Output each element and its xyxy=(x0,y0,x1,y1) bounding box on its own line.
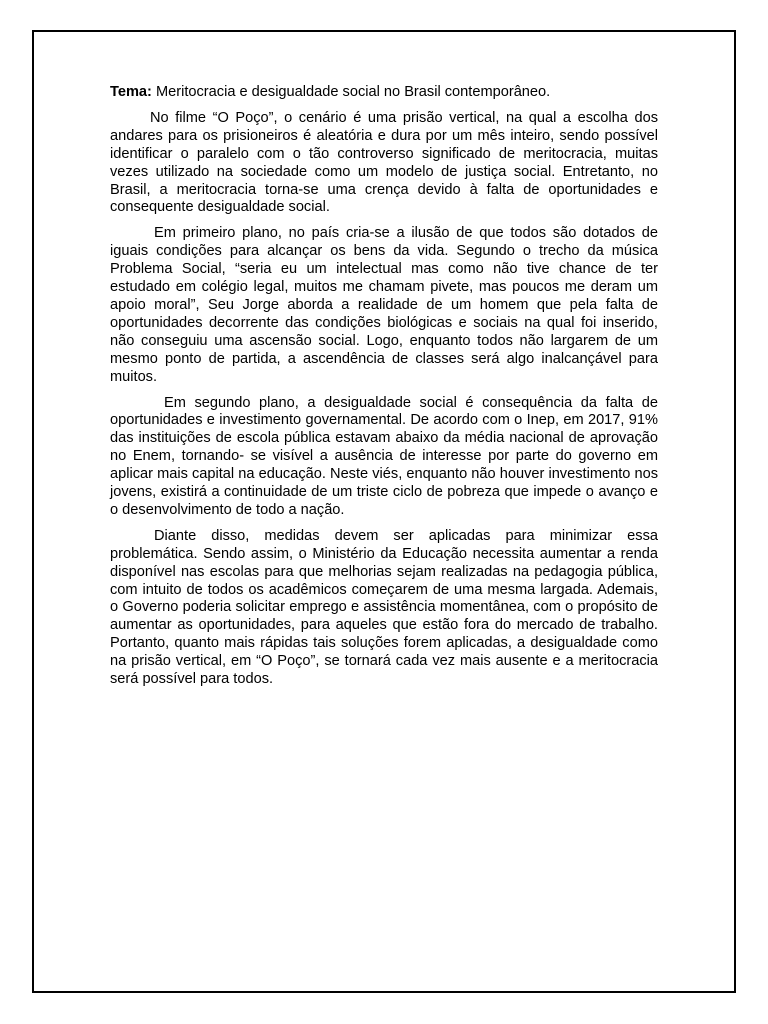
title-label: Tema: xyxy=(110,84,152,100)
paragraph-conclusion: Diante disso, medidas devem ser aplicadas para minimizar essa problemática. Sendo assim, o Ministério da Educação necessita aumentar a renda disponível nas escolas para que melhorias sejam realizadas na pedagogia pública, com intuito de todos os acadêmicos começarem de uma mesma largada. Ademais, o Governo poderia solicitar emprego e assistência momentânea, com o propósito de aumentar as oportunidades, para aqueles que estão fora do mercado de trabalho. Portanto, quanto mais rápidas tais soluções forem aplicadas, a desigualdade como na prisão vertical, em “O Poço”, se tornará cada vez mais ausente e a meritocracia será possível para todos. xyxy=(110,527,658,688)
essay-title xyxy=(110,84,658,102)
paragraph-development-1: Em primeiro plano, no país cria-se a ilusão de que todos são dotados de iguais condições para alcançar os bens da vida. Segundo o trecho da música Problema Social, “seria eu um intelectual mas como não tive chance de ter estudado em colégio legal, muitos me chamam pivete, mas poucos me deram um apoio moral”, Seu Jorge aborda a realidade de um homem que pela falta de oportunidades decorrente das condições biológicas e sociais na qual foi inserido, não conseguiu uma ascensão social. Logo, enquanto todos não largarem de um mesmo ponto de partida, a ascendência de classes será algo inalcançável para muitos. xyxy=(110,225,658,385)
paragraph-development-2: Em segundo plano, a desigualdade social é consequência da falta de oportunidades e investimento governamental. De acordo com o Inep, em 2017, 91% das instituições de escola pública estavam abaixo da média nacional de aprovação no Enem, tornando- se visível a ausência de interesse por parte do governo em aplicar mais capital na educação. Neste viés, enquanto não houver investimento nos jovens, existirá a continuidade de um triste ciclo de pobreza que impede o avanço e o desenvolvimento de todo a nação. xyxy=(110,394,658,518)
title-text: Meritocracia e desigualdade social no Brasil contemporâneo. xyxy=(151,84,551,100)
essay-content xyxy=(110,84,658,697)
paragraph-introduction: No filme “O Poço”, o cenário é uma prisão vertical, na qual a escolha dos andares para os prisioneiros é aleatória e dura por um mês inteiro, sendo possível identificar o paralelo com o tão controverso significado de meritocracia, muitas vezes utilizado na sociedade como um modelo de justiça social. Entretanto, no Brasil, a meritocracia torna-se uma crença devido à falta de oportunidades e consequente desigualdade social. xyxy=(110,109,658,216)
